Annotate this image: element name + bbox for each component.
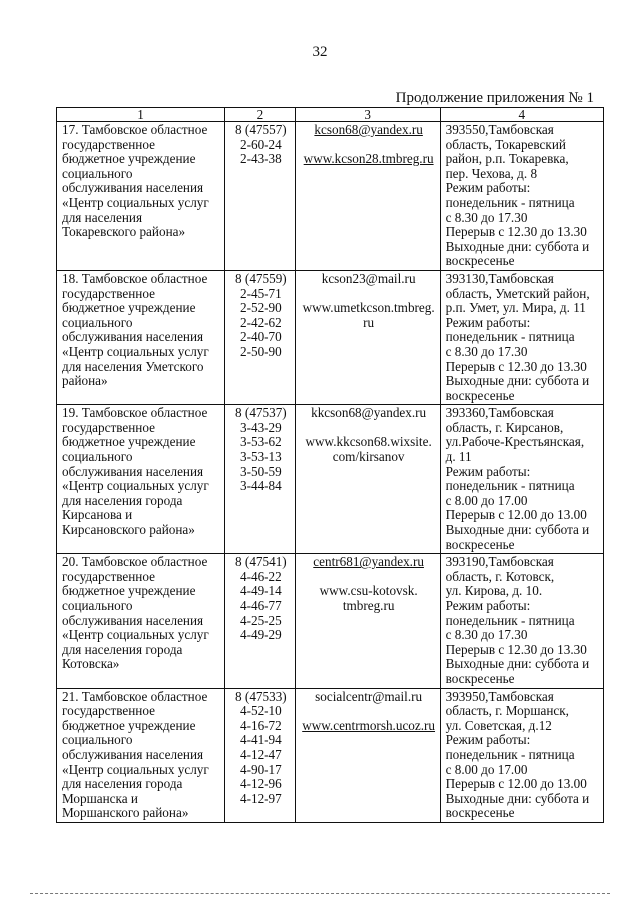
address-cell-line: с 8.00 до 17.00 xyxy=(445,492,528,508)
address-cell-line: Режим работы: xyxy=(445,180,531,196)
organization-cell-line: государственное xyxy=(62,136,155,152)
address-cell xyxy=(440,270,603,404)
organization-cell-line: Моршанска и xyxy=(62,790,138,806)
address-cell-line: Режим работы: xyxy=(445,314,531,330)
organization-cell-line: Котовска» xyxy=(62,656,120,672)
website-link[interactable]: www.csu-kotovsk. xyxy=(319,583,418,599)
address-cell-line: Выходные дни: суббота и xyxy=(445,373,590,389)
phones-cell xyxy=(225,554,296,688)
email-link[interactable]: centr681@yandex.ru xyxy=(313,554,424,570)
appendix-label: Продолжение приложения № 1 xyxy=(395,90,594,106)
organization-cell-line: «Центр социальных услуг xyxy=(62,478,209,494)
phones-cell xyxy=(225,122,296,271)
address-cell-line: воскресенье xyxy=(445,670,515,686)
organization-cell-line: «Центр социальных услуг xyxy=(62,761,209,777)
organization-cell-line: 21. Тамбовское областное xyxy=(62,688,208,704)
address-cell-line: понедельник - пятница xyxy=(445,746,575,762)
phones-cell-line: 2-40-70 xyxy=(239,329,282,345)
table-row xyxy=(57,122,604,271)
organization-cell-line: 19. Тамбовское областное xyxy=(62,405,208,421)
address-cell-line: понедельник - пятница xyxy=(445,194,575,210)
organization-cell-line: социального xyxy=(62,732,133,748)
address-cell-line: с 8.00 до 17.00 xyxy=(445,761,528,777)
spacer xyxy=(301,421,437,436)
address-cell-line: понедельник - пятница xyxy=(445,612,575,628)
spacer xyxy=(301,704,437,719)
spacer xyxy=(301,287,437,302)
phones-cell-line: 4-49-29 xyxy=(239,627,282,643)
address-cell-line: воскресенье xyxy=(445,805,515,821)
phones-cell-line: 4-52-10 xyxy=(239,703,282,719)
email-link[interactable]: kcson68@yandex.ru xyxy=(314,122,423,137)
address-cell-line: 393360,Тамбовская xyxy=(445,405,554,421)
phones-cell-line: 3-50-59 xyxy=(239,463,282,479)
organization-cell-line: 17. Тамбовское областное xyxy=(62,122,208,137)
organization-cell-line: государственное xyxy=(62,419,155,435)
organization-cell-line: для населения города xyxy=(62,492,183,508)
address-cell-line: 393190,Тамбовская xyxy=(445,554,554,570)
phones-cell-line: 3-53-62 xyxy=(239,434,282,450)
contacts-cell xyxy=(295,122,440,271)
address-cell-line: Выходные дни: суббота и xyxy=(445,790,590,806)
phones-cell-line: 2-45-71 xyxy=(239,285,282,301)
organization-cell-line: для населения города xyxy=(62,641,183,657)
phones-cell-line: 4-12-97 xyxy=(239,790,282,806)
address-cell-line: Режим работы: xyxy=(445,732,531,748)
address-cell-line: область, г. Котовск, xyxy=(445,568,555,584)
address-cell-line: пер. Чехова, д. 8 xyxy=(445,165,538,181)
phones-cell-line: 3-43-29 xyxy=(239,419,282,435)
address-cell-line: Перерыв с 12.30 до 13.30 xyxy=(445,224,587,240)
organization-cell-line: социального xyxy=(62,165,133,181)
address-cell-line: 393950,Тамбовская xyxy=(445,688,554,704)
address-cell-line: воскресенье xyxy=(445,387,515,403)
organization-cell-line: района» xyxy=(62,373,108,389)
contacts-cell xyxy=(295,554,440,688)
website-link[interactable]: www.kcson28.tmbreg.ru xyxy=(303,151,434,167)
column-header: 1 xyxy=(57,108,225,122)
address-cell-line: область, г. Кирсанов, xyxy=(445,419,564,435)
organization-cell-line: «Центр социальных услуг xyxy=(62,194,209,210)
organization-cell-line: 20. Тамбовское областное xyxy=(62,554,208,570)
institutions-table xyxy=(56,107,604,823)
website-link[interactable]: tmbreg.ru xyxy=(342,598,395,613)
organization-cell-line: 18. Тамбовское областное xyxy=(62,270,208,286)
phones-cell-line: 8 (47533) xyxy=(235,688,287,704)
organization-cell-line: Кирсанова и xyxy=(62,507,133,523)
address-cell-line: Перерыв с 12.00 до 13.00 xyxy=(445,507,587,523)
contacts-cell xyxy=(295,688,440,822)
address-cell-line: Выходные дни: суббота и xyxy=(445,656,590,672)
organization-cell xyxy=(57,405,225,554)
website-link[interactable]: com/kirsanov xyxy=(332,449,405,465)
organization-cell-line: бюджетное учреждение xyxy=(62,717,196,733)
website-link[interactable]: www.centrmorsh.ucoz.ru xyxy=(302,717,436,733)
phones-cell xyxy=(225,688,296,822)
organization-cell-line: обслуживания населения xyxy=(62,329,204,345)
address-cell xyxy=(440,554,603,688)
address-cell-line: Выходные дни: суббота и xyxy=(445,522,590,538)
spacer xyxy=(301,570,437,585)
address-cell-line: 393130,Тамбовская xyxy=(445,270,554,286)
phones-cell-line: 4-16-72 xyxy=(239,717,282,733)
address-cell-line: область, Токаревский xyxy=(445,136,566,152)
phones-cell-line: 4-90-17 xyxy=(239,761,282,777)
phones-cell-line: 8 (47541) xyxy=(235,554,287,570)
address-cell-line: воскресенье xyxy=(445,536,515,552)
organization-cell-line: бюджетное учреждение xyxy=(62,300,196,316)
contacts-cell xyxy=(295,405,440,554)
address-cell xyxy=(440,122,603,271)
address-cell-line: Выходные дни: суббота и xyxy=(445,238,590,254)
address-cell-line: ул. Кирова, д. 10. xyxy=(445,583,543,599)
table-row xyxy=(57,405,604,554)
organization-cell-line: Кирсановского района» xyxy=(62,522,195,538)
phones-cell-line: 8 (47557) xyxy=(235,122,287,137)
address-cell-line: ул.Рабоче-Крестьянская, xyxy=(445,434,585,450)
phones-cell xyxy=(225,405,296,554)
phones-cell-line: 2-60-24 xyxy=(239,136,282,152)
organization-cell-line: Токаревского района» xyxy=(62,224,186,240)
page-bottom-rule xyxy=(30,893,610,894)
column-header: 2 xyxy=(225,108,296,122)
phones-cell xyxy=(225,270,296,404)
organization-cell-line: социального xyxy=(62,314,133,330)
organization-cell-line: государственное xyxy=(62,285,155,301)
organization-cell-line: бюджетное учреждение xyxy=(62,151,196,167)
address-cell-line: 393550,Тамбовская xyxy=(445,122,554,137)
address-cell-line: с 8.30 до 17.30 xyxy=(445,343,528,359)
organization-cell-line: социального xyxy=(62,449,133,465)
table-header-row xyxy=(57,108,604,122)
phones-cell-line: 4-12-47 xyxy=(239,746,282,762)
phones-cell-line: 4-25-25 xyxy=(239,612,282,628)
organization-cell-line: обслуживания населения xyxy=(62,180,204,196)
phones-cell-line: 4-12-96 xyxy=(239,776,282,792)
address-cell-line: Режим работы: xyxy=(445,463,531,479)
phones-cell-line: 2-42-62 xyxy=(239,314,282,330)
organization-cell-line: обслуживания населения xyxy=(62,746,204,762)
organization-cell-line: обслуживания населения xyxy=(62,612,204,628)
page-number: 32 xyxy=(312,44,328,60)
contacts-cell xyxy=(295,270,440,404)
address-cell-line: Перерыв с 12.00 до 13.00 xyxy=(445,776,587,792)
address-cell-line: область, Уметский район, xyxy=(445,285,590,301)
organization-cell xyxy=(57,554,225,688)
email-link[interactable]: socialcentr@mail.ru xyxy=(315,688,423,704)
organization-cell-line: обслуживания населения xyxy=(62,463,204,479)
website-link[interactable]: www.kkcson68.wixsite. xyxy=(305,434,432,450)
spacer xyxy=(301,138,437,153)
address-cell-line: ул. Советская, д.12 xyxy=(445,717,552,733)
phones-cell-line: 8 (47559) xyxy=(235,270,287,286)
address-cell-line: воскресенье xyxy=(445,253,515,269)
phones-cell-line: 4-46-77 xyxy=(239,598,282,613)
address-cell-line: область, г. Моршанск, xyxy=(445,703,569,719)
address-cell xyxy=(440,405,603,554)
organization-cell-line: «Центр социальных услуг xyxy=(62,627,209,643)
organization-cell-line: бюджетное учреждение xyxy=(62,583,196,599)
address-cell-line: Режим работы: xyxy=(445,598,531,613)
address-cell-line: р.п. Умет, ул. Мира, д. 11 xyxy=(445,300,586,316)
organization-cell-line: Моршанского района» xyxy=(62,805,189,821)
organization-cell-line: для населения Уметского xyxy=(62,358,204,374)
phones-cell-line: 2-50-90 xyxy=(239,343,282,359)
email-link[interactable]: kcson23@mail.ru xyxy=(321,270,416,286)
address-cell-line: Перерыв с 12.30 до 13.30 xyxy=(445,641,587,657)
table-row xyxy=(57,554,604,688)
organization-cell-line: государственное xyxy=(62,703,155,719)
organization-cell-line: для населения xyxy=(62,209,143,225)
address-cell-line: с 8.30 до 17.30 xyxy=(445,209,528,225)
phones-cell-line: 4-49-14 xyxy=(239,583,282,599)
organization-cell-line: социального xyxy=(62,598,133,613)
organization-cell-line: бюджетное учреждение xyxy=(62,434,196,450)
organization-cell-line: «Центр социальных услуг xyxy=(62,343,209,359)
phones-cell-line: 3-44-84 xyxy=(239,478,282,494)
website-link[interactable]: ru xyxy=(363,314,375,330)
organization-cell-line: государственное xyxy=(62,568,155,584)
address-cell-line: д. 11 xyxy=(445,449,472,465)
address-cell-line: понедельник - пятница xyxy=(445,478,575,494)
organization-cell xyxy=(57,688,225,822)
column-header: 3 xyxy=(295,108,440,122)
table-row xyxy=(57,688,604,822)
phones-cell-line: 4-46-22 xyxy=(239,568,282,584)
column-header: 4 xyxy=(440,108,603,122)
table-row xyxy=(57,270,604,404)
address-cell-line: район, р.п. Токаревка, xyxy=(445,151,569,167)
phones-cell-line: 2-52-90 xyxy=(239,300,282,316)
email-link[interactable]: kkcson68@yandex.ru xyxy=(311,405,427,421)
address-cell xyxy=(440,688,603,822)
phones-cell-line: 8 (47537) xyxy=(235,405,287,421)
organization-cell xyxy=(57,270,225,404)
website-link[interactable]: www.umetkcson.tmbreg. xyxy=(302,300,435,316)
phones-cell-line: 2-43-38 xyxy=(239,151,282,167)
phones-cell-line: 4-41-94 xyxy=(239,732,282,748)
address-cell-line: с 8.30 до 17.30 xyxy=(445,627,528,643)
address-cell-line: Перерыв с 12.30 до 13.30 xyxy=(445,358,587,374)
organization-cell-line: для населения города xyxy=(62,776,183,792)
organization-cell xyxy=(57,122,225,271)
address-cell-line: понедельник - пятница xyxy=(445,329,575,345)
phones-cell-line: 3-53-13 xyxy=(239,449,282,465)
